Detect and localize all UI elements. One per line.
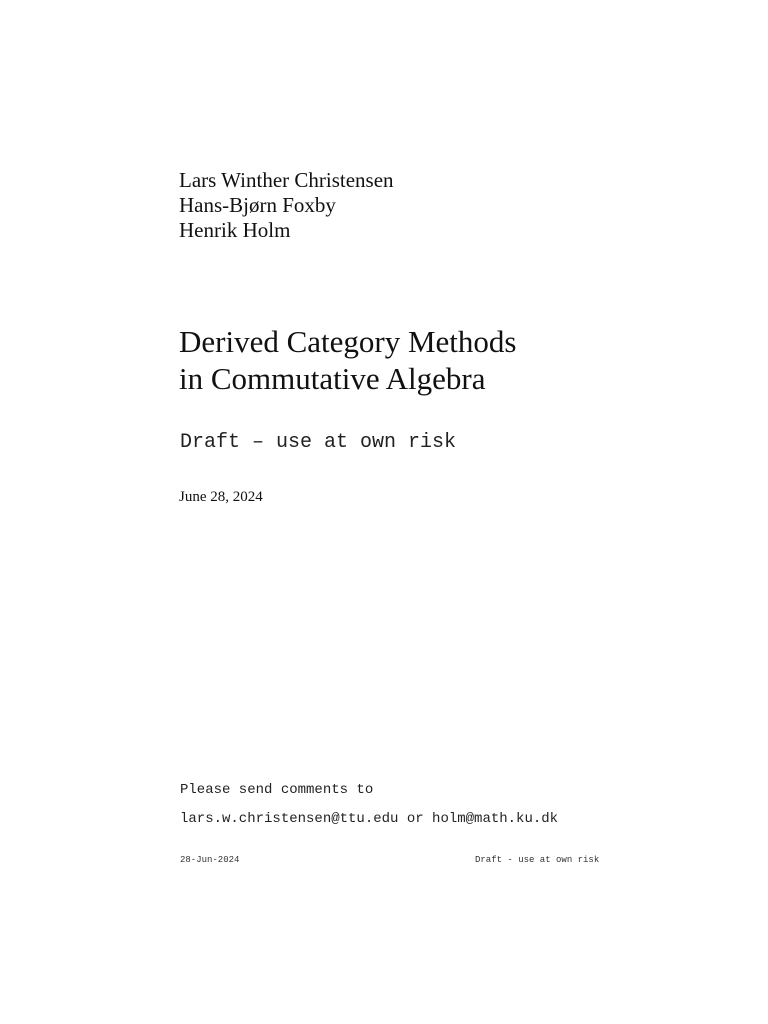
author-name: Henrik Holm	[179, 218, 291, 242]
footer-draft-notice: Draft - use at own risk	[475, 855, 600, 865]
book-title-line-1: Derived Category Methods	[179, 324, 517, 359]
draft-notice: Draft – use at own risk	[180, 431, 457, 454]
book-title-line-2: in Commutative Algebra	[179, 361, 486, 396]
publication-date: June 28, 2024	[179, 489, 263, 505]
book-title	[179, 323, 516, 397]
footer-date: 28-Jun-2024	[180, 855, 240, 865]
author-list	[179, 168, 394, 243]
author-name: Hans-Bjørn Foxby	[179, 193, 336, 217]
comments-intro: Please send comments to	[180, 782, 374, 798]
author-name: Lars Winther Christensen	[179, 168, 394, 192]
comments-block	[180, 781, 558, 828]
contact-emails: lars.w.christensen@ttu.edu or holm@math.ku.dk	[180, 811, 559, 827]
